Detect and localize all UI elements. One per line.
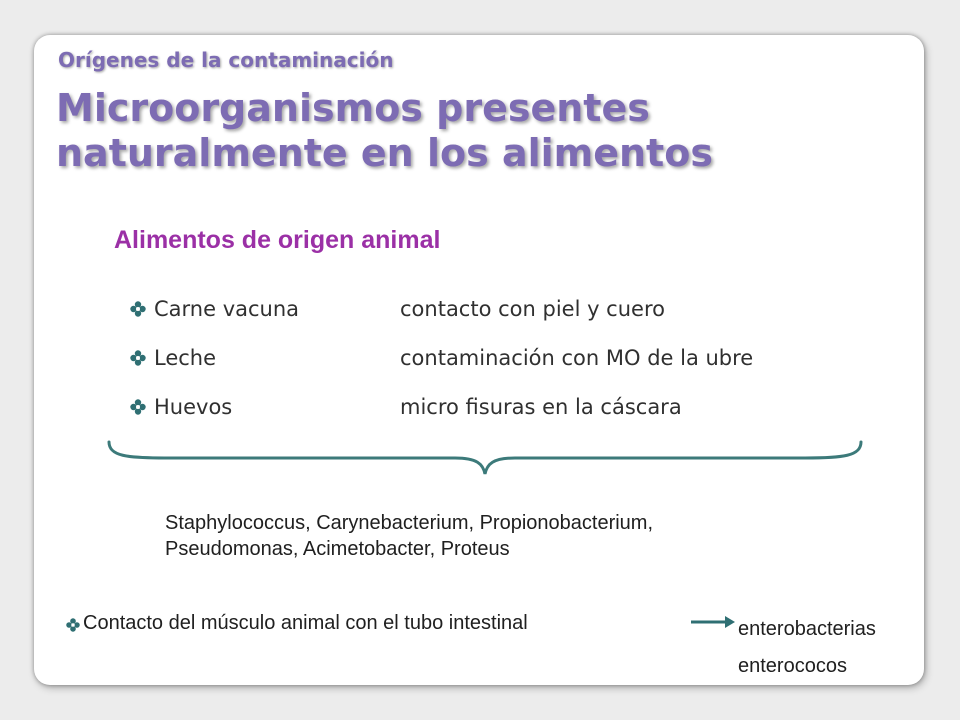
flower-bullet-icon xyxy=(130,301,146,317)
curly-brace-icon xyxy=(105,438,865,478)
food-source: micro fisuras en la cáscara xyxy=(400,395,682,419)
organisms-line: Pseudomonas, Acimetobacter, Proteus xyxy=(165,538,510,560)
flower-bullet-icon xyxy=(130,350,146,366)
food-source: contaminación con MO de la ubre xyxy=(400,346,754,370)
outcome-item: enterococos xyxy=(738,655,847,677)
slide-subtitle: Orígenes de la contaminación xyxy=(58,48,394,72)
food-item-huevos xyxy=(130,395,890,425)
slide-title: Microorganismos presentes naturalmente en los alimentos xyxy=(56,86,713,175)
flower-bullet-icon xyxy=(66,618,80,632)
food-item-leche xyxy=(130,346,890,376)
flower-bullet-icon xyxy=(130,399,146,415)
organisms-list xyxy=(165,510,865,562)
food-name: Leche xyxy=(154,346,217,370)
organisms-line: Staphylococcus, Carynebacterium, Propionobacterium, xyxy=(165,512,654,534)
food-item-carne xyxy=(130,297,890,327)
food-name: Huevos xyxy=(154,395,233,419)
food-source: contacto con piel y cuero xyxy=(400,297,665,321)
section-heading: Alimentos de origen animal xyxy=(114,226,441,254)
outcomes-list xyxy=(738,611,876,685)
right-arrow-icon xyxy=(690,614,736,630)
food-name: Carne vacuna xyxy=(154,297,300,321)
intestinal-contact-text: Contacto del músculo animal con el tubo intestinal xyxy=(83,612,528,634)
outcome-item: enterobacterias xyxy=(738,618,876,640)
